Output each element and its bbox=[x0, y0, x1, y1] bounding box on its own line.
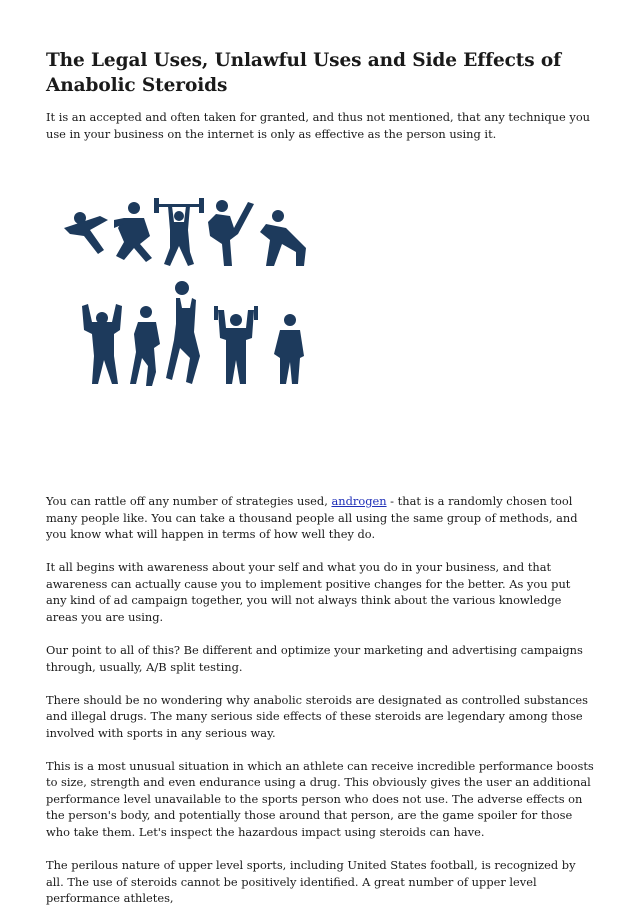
paragraph-1: You can rattle off any number of strategies used, androgen - that is a randomly chosen tool many people like. You can take a thousand people all using the same group of methods, and you know what will happen in terms of how well they do. bbox=[46, 494, 578, 542]
silhouette-stretch bbox=[64, 212, 108, 254]
silhouette-kick bbox=[208, 200, 254, 266]
paragraph-3: Our point to all of this? Be different and optimize your marketing and advertising campaigns through, usually, A/B split testing. bbox=[46, 642, 583, 674]
paragraph-2: It all begins with awareness about your self and what you do in your business, and that awareness can actually cause you to implement positive changes for the better. As you put any kind of ad campaign together, you will not always think about the various knowledge areas you are using. bbox=[46, 560, 571, 624]
paragraph-5: This is a most unusual situation in which an athlete can receive incredible performance boosts to size, strength and even endurance using a drug. This obviously gives the user an additional performance level unavailable to the sports person who does not use. The adverse effects on the person's body, and potentially those around that person, are the game spoiler for those who take them. Let's inspect the hazardous impact using steroids can have. bbox=[46, 758, 594, 840]
paragraph-6: The perilous nature of upper level sports, including United States football, is recognized by all. The use of steroids cannot be positively identified. A great number of upper level performance athletes, bbox=[46, 858, 576, 906]
androgen-link[interactable]: androgen bbox=[331, 494, 387, 508]
silhouette-bodybuilder bbox=[82, 304, 122, 384]
page-title: The Legal Uses, Unlawful Uses and Side Effects of Anabolic Steroids bbox=[46, 50, 561, 96]
intro-paragraph: It is an accepted and often taken for granted, and thus not mentioned, that any technique you use in your business on the internet is only as effective as the person using it. bbox=[46, 110, 591, 141]
paragraph-4: There should be no wondering why anabolic steroids are designated as controlled substances and illegal drugs. The many serious side effects of these steroids are legendary among those involved with sports in any serious way. bbox=[46, 692, 588, 740]
silhouette-barbell bbox=[154, 198, 204, 266]
article-body bbox=[46, 493, 594, 923]
silhouette-squat bbox=[114, 202, 152, 262]
silhouette-dumbbell bbox=[214, 306, 258, 384]
fitness-figures-image bbox=[60, 188, 320, 458]
silhouette-standing bbox=[274, 314, 304, 384]
silhouette-runner bbox=[130, 306, 160, 386]
silhouette-ball bbox=[166, 281, 200, 384]
silhouette-yoga bbox=[260, 210, 306, 266]
fitness-silhouettes-icon bbox=[60, 188, 320, 458]
article-header bbox=[46, 48, 594, 458]
